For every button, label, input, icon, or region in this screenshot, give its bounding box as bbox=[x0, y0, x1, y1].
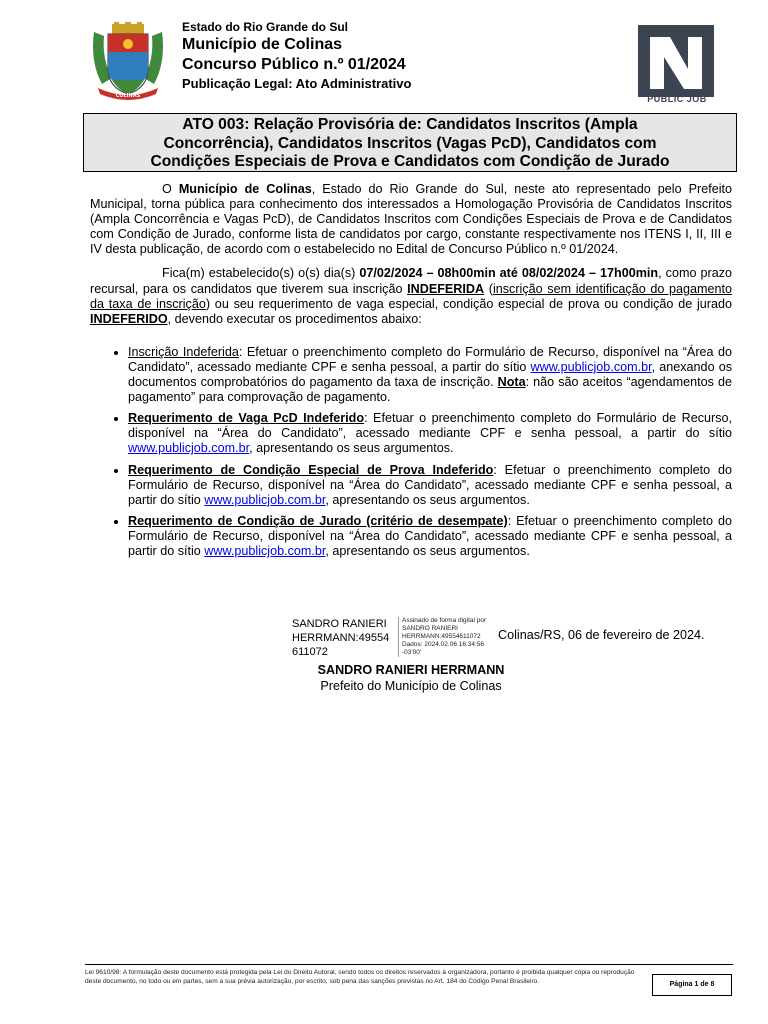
logo-caption: PUBLIC JOB bbox=[647, 94, 707, 104]
page-number: Página 1 de 8 bbox=[652, 974, 732, 996]
document-header bbox=[182, 20, 411, 91]
item-title: Inscrição Indeferida bbox=[128, 344, 239, 359]
publicjob-link[interactable]: www.publicjob.com.br bbox=[204, 543, 326, 558]
publication-type: Publicação Legal: Ato Administrativo bbox=[182, 76, 412, 91]
indeferida-term: INDEFERIDA bbox=[407, 281, 485, 296]
procedure-list bbox=[90, 345, 732, 559]
public-job-logo-icon bbox=[636, 18, 718, 104]
deadline-paragraph: Fica(m) estabelecido(s) o(s) dia(s) 07/02/2024 – 08h00min até 08/02/2024 – 17h00min, como prazo recursal, para os candidatos que tiverem sua inscrição INDEFERIDA (inscrição sem identificação do pagamento da taxa de inscrição) ou seu requerimento de vaga especial, condição especial de prova ou condição de jurado INDEFERIDO, devendo executar os procedimentos abaixo: bbox=[90, 266, 733, 326]
intro-paragraph: O Município de Colinas, Estado do Rio Grande do Sul, neste ato representado pelo Prefeito Municipal, torna pública para conhecimento dos interessados a Homologação Provisória de Candidatos Inscritos (Ampla Concorrência e Vagas PcD), de Candidatos Inscritos com Condições Especiais de Prova e de Candidatos com Condição de Jurado, conforme lista de candidatos por cargo, constante respectivamente nos ITENS I, II, III e IV desta publicação, de acordo com o estabelecido no Edital de Concurso Público n.º 01/2024. bbox=[90, 182, 733, 257]
digital-signature-name: SANDRO RANIERI HERRMANN:49554 611072 bbox=[292, 618, 390, 658]
municipality-bold: Município de Colinas bbox=[178, 182, 312, 196]
indeferido-term: INDEFERIDO bbox=[90, 311, 168, 326]
act-title-line: ATO 003: Relação Provisória de: Candidatos Inscritos (Ampla bbox=[182, 116, 638, 133]
list-item: • Requerimento de Condição de Jurado (critério de desempate): Efetuar o preenchimento completo do Formulário de Recurso, disponível na “Área do Candidato”, acessado mediante CPF e senha pessoal, a partir do sítio www.publicjob.com.br, apresentando os seus argumentos. bbox=[128, 514, 732, 559]
act-title bbox=[83, 113, 737, 172]
copyright-notice: Lei 9610/98: A formulação deste documento está protegida pela Lei do Direito Autoral, sendo todos os direitos reservados à organizadora, portanto é proibida qualquer cópia ou reprodução deste documento, no todo ou em partes, sem a sua prévia autorização, por escrito, sob pena das sanções previstas no Art. 184 do Código Penal Brasileiro. bbox=[85, 969, 635, 985]
publicjob-link[interactable]: www.publicjob.com.br bbox=[204, 492, 326, 507]
list-item: • Inscrição Indeferida: Efetuar o preenchimento completo do Formulário de Recurso, disponível na “Área do Candidato”, acessado mediante CPF e senha pessoal, a partir do sítio www.publicjob.com.br, anexando os documentos comprobatórios do pagamento da taxa de inscrição. Nota: não são aceitos “agendamentos de pagamento” para comprovação de pagamento. bbox=[128, 345, 732, 405]
item-title: Requerimento de Condição Especial de Prova Indeferido bbox=[128, 462, 494, 477]
digital-signature-stamp: Assinado de forma digital por SANDRO RANIERI HERRMANN:49554611072 Dados: 2024.02.06 16:34:56 -03'00' bbox=[398, 617, 498, 657]
municipality-name: Município de Colinas bbox=[182, 36, 343, 53]
list-item: • Requerimento de Condição Especial de Prova Indeferido: Efetuar o preenchimento completo do Formulário de Recurso, disponível na “Área do Candidato”, acessado mediante CPF e senha pessoal, a partir do sítio www.publicjob.com.br, apresentando os seus argumentos. bbox=[128, 463, 732, 508]
signer-role: Prefeito do Município de Colinas bbox=[320, 679, 502, 693]
unpaid-note: inscrição sem identificação do pagamento da taxa de inscrição bbox=[90, 281, 733, 311]
list-item: • Requerimento de Vaga PcD Indeferido: Efetuar o preenchimento completo do Formulário de Recurso, disponível na “Área do Candidato”, acessado mediante CPF e senha pessoal, a partir do sítio www.publicjob.com.br, apresentando os seus argumentos. bbox=[128, 411, 732, 456]
item-title: Requerimento de Vaga PcD Indeferido bbox=[128, 411, 365, 426]
footer-divider bbox=[85, 964, 733, 965]
act-title-line: Concorrência), Candidatos Inscritos (Vagas PcD), Candidatos com bbox=[163, 134, 657, 152]
municipal-crest-icon bbox=[88, 22, 168, 102]
item-title: Requerimento de Condição de Jurado (critério de desempate) bbox=[128, 513, 508, 528]
crest-ribbon-text: COLINAS bbox=[115, 93, 141, 99]
act-title-line: Condições Especiais de Prova e Candidatos com Condição de Jurado bbox=[150, 153, 670, 170]
publicjob-link[interactable]: www.publicjob.com.br bbox=[530, 359, 652, 374]
contest-number: Concurso Público n.º 01/2024 bbox=[182, 56, 406, 73]
place-date: Colinas/RS, 06 de fevereiro de 2024. bbox=[498, 628, 705, 642]
state-name: Estado do Rio Grande do Sul bbox=[182, 20, 349, 34]
appeal-dates: 07/02/2024 – 08h00min até 08/02/2024 – 17h00min bbox=[359, 266, 659, 281]
signer-name: SANDRO RANIERI HERRMANN bbox=[317, 663, 505, 677]
document-body bbox=[90, 182, 732, 565]
publicjob-link[interactable]: www.publicjob.com.br bbox=[128, 441, 250, 456]
note-label: Nota bbox=[497, 375, 526, 390]
